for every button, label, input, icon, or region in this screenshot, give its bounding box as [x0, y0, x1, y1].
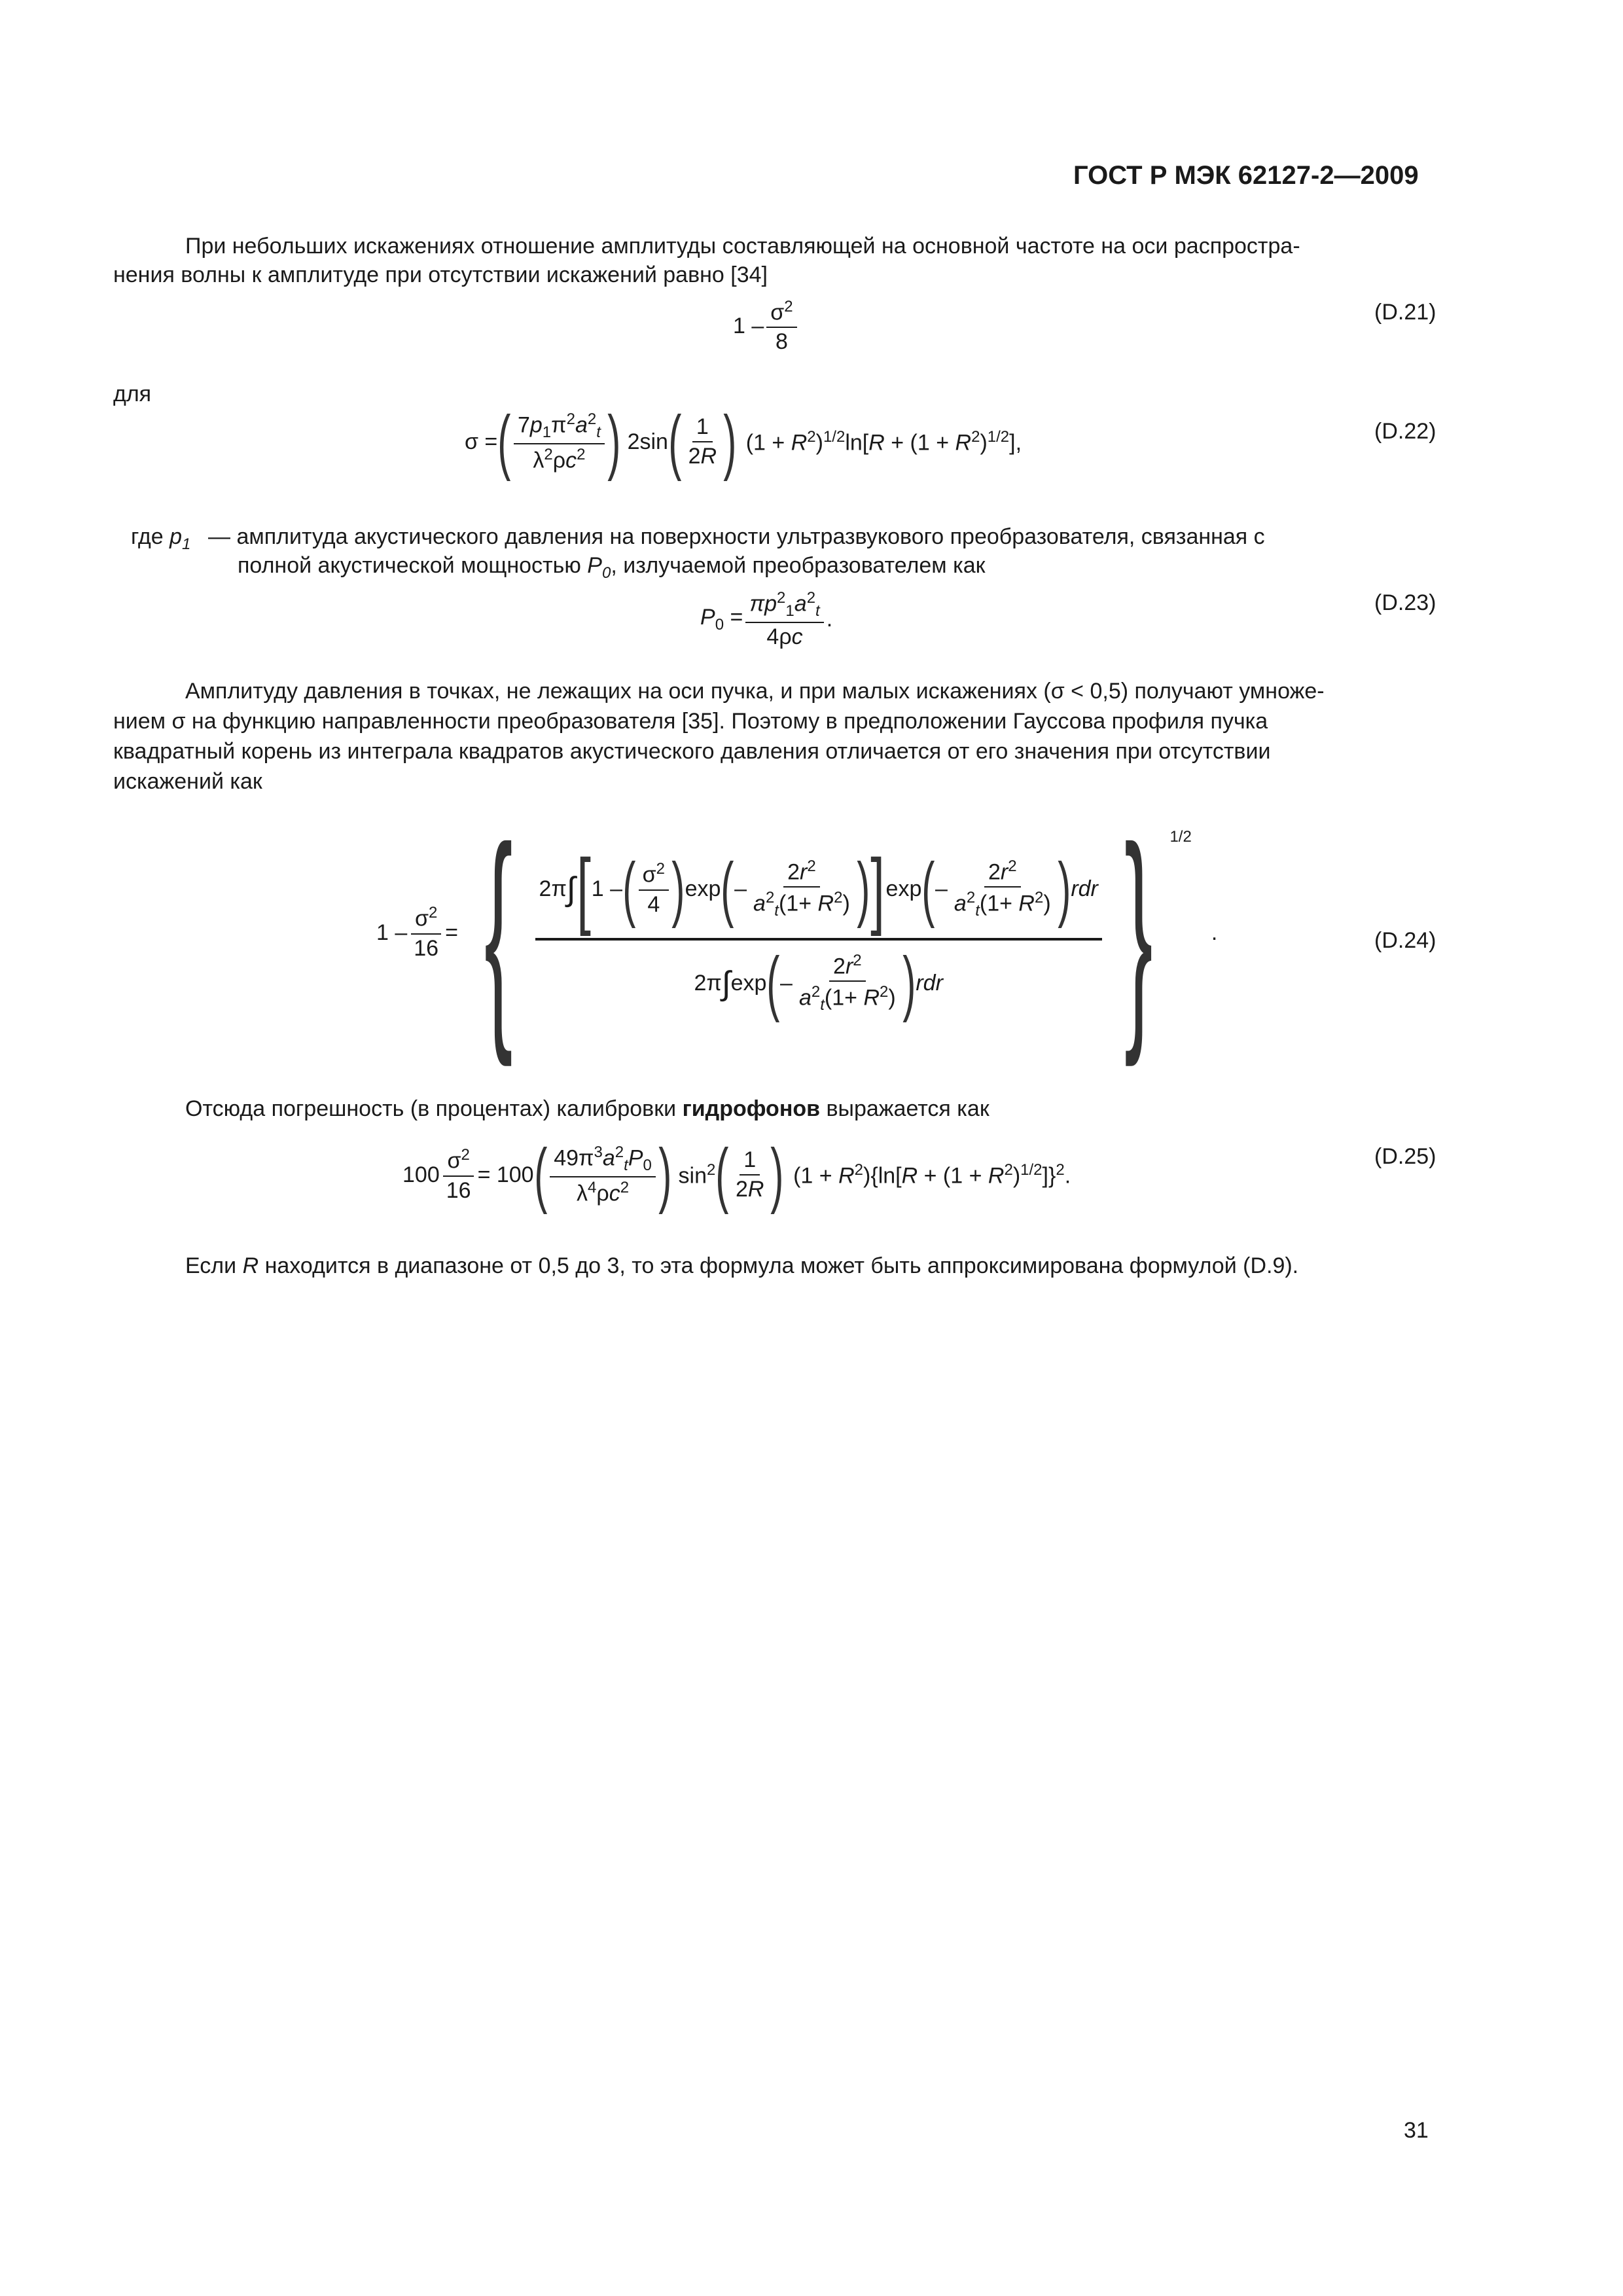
- equation-number-d25: (D.25): [1374, 1144, 1436, 1169]
- p0-symbol: $P_0$: [587, 553, 611, 582]
- paragraph-2-line-4: искажений как: [113, 769, 262, 794]
- where-prefix: [131, 522, 190, 559]
- p1-symbol: $p_1$: [169, 524, 191, 553]
- where-line-2: [238, 551, 985, 588]
- equation-number-d24: (D.24): [1374, 928, 1436, 953]
- equation-d23: $P_0$ = $\frac{\pi p^2_1a^2_t}{4\rho c}$ .: [700, 589, 833, 650]
- where-word: где: [131, 524, 164, 549]
- paragraph-3-prefix: Отсюда погрешность (в процентах) калибровки: [185, 1096, 677, 1121]
- page-number: 31: [1404, 2118, 1429, 2143]
- paragraph-3-bold-term: гидрофонов: [682, 1096, 821, 1121]
- paragraph-4-prefix: Если: [185, 1253, 237, 1278]
- paragraph-1-line-1: При небольших искажениях отношение амплитуды составляющей на основной частоте на оси распростра-: [185, 234, 1300, 259]
- paragraph-4: [185, 1251, 1298, 1280]
- equation-d22: σ = ( $\frac{7p_1\pi^2a^2_t}{\lambda^2\rho c^2}$ ) 2sin ( $\frac{1}{2R}$ ) $(1 + R^2)^{1/2}\ln[R + (1 + R^2)^{1/2}]$,: [465, 401, 1022, 482]
- where-line-2-end: , излучаемой преобразователем как: [611, 553, 986, 578]
- equation-number-d21: (D.21): [1374, 300, 1436, 325]
- where-line-2-text: полной акустической мощностью: [238, 553, 581, 578]
- standard-header: ГОСТ Р МЭК 62127-2—2009: [1073, 161, 1419, 190]
- paragraph-3-suffix: выражается как: [826, 1096, 990, 1121]
- equation-number-d22: (D.22): [1374, 419, 1436, 444]
- for-label: для: [113, 382, 152, 406]
- paragraph-4-suffix: находится в диапазоне от 0,5 до 3, то эта формула может быть аппроксимирована формулой (D.9).: [264, 1253, 1299, 1278]
- equation-number-d23: (D.23): [1374, 590, 1436, 615]
- equation-d21: 1 – $\frac{\sigma^2}{8}$: [733, 298, 800, 355]
- paragraph-3: [185, 1094, 990, 1123]
- paragraph-2-line-1: Амплитуду давления в точках, не лежащих на оси пучка, и при малых искажениях (σ < 0,5) получают умноже-: [185, 679, 1325, 704]
- equation-d24: 1 – $\frac{\sigma^2}{16}$ = { 2π ∫ [ 1 – ( $\frac{\sigma^2}{4}$ ) exp ( – $\frac{2r^2}{a^2_t(1+ R^2)}$ ) ] exp ( – $\frac{2r^2}{a^2_t(1+ R^2)}$ ) rdr 2π ∫ exp ( – $\frac{2r^2}{a^2_t(1+ R^2)}$ ) rdr } 1/2 .: [376, 797, 1218, 1067]
- where-line-1: — амплитуда акустического давления на поверхности ультразвукового преобразователя, связанная с: [208, 524, 1265, 549]
- paragraph-2-line-3: квадратный корень из интеграла квадратов акустического давления отличается от его значения при отсутствии: [113, 739, 1271, 764]
- paragraph-1-line-2: нения волны к амплитуде при отсутствии искажений равно [34]: [113, 262, 768, 287]
- paragraph-4-variable: R: [242, 1253, 259, 1278]
- paragraph-2-line-2: нием σ на функцию направленности преобразователя [35]. Поэтому в предположении Гауссова профиля пучка: [113, 709, 1268, 734]
- equation-d25: 100 $\frac{\sigma^2}{16}$ = 100 ( $\frac{49\pi^3a^2_tP_0}{\lambda^4\rho c^2}$ ) $\sin^2$ ( $\frac{1}{2R}$ ) $(1 + R^2)\{\ln[R + (1 + R^2)^{1/2}]\}^2$.: [402, 1134, 1071, 1215]
